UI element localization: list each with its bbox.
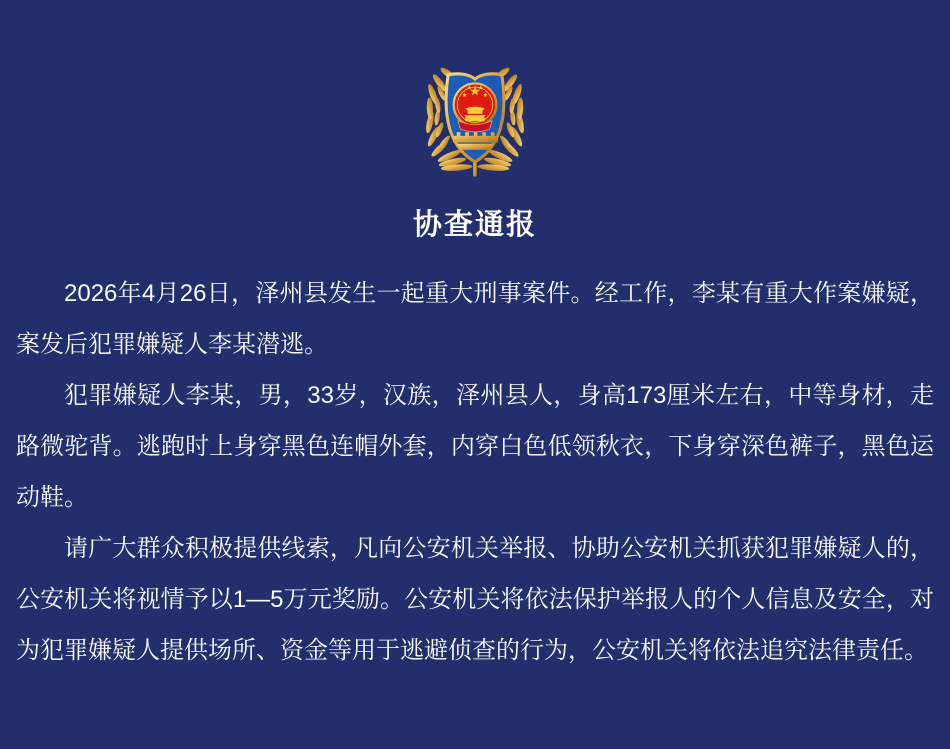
notice-paragraph-3: 请广大群众积极提供线索，凡向公安机关举报、协助公安机关抓获犯罪嫌疑人的，公安机关将视情予以1—5万元奖励。公安机关将依法保护举报人的个人信息及安全，对为犯罪嫌疑人提供场所、资金等用于逃避侦查的行为，公安机关将依法追究法律责任。 [16,535,934,664]
notice-paragraph-1: 2026年4月26日，泽州县发生一起重大刑事案件。经工作，李某有重大作案嫌疑，案发后犯罪嫌疑人李某潜逃。 [16,280,934,358]
notice-header [0,0,950,243]
notice-paragraph-2: 犯罪嫌疑人李某，男，33岁，汉族，泽州县人，身高173厘米左右，中等身材，走路微驼背。逃跑时上身穿黑色连帽外套，内穿白色低领秋衣，下身穿深色裤子，黑色运动鞋。 [16,382,934,511]
notice-title: 协查通报 [412,209,537,241]
notice-body [0,243,950,676]
police-badge-icon [413,56,537,184]
